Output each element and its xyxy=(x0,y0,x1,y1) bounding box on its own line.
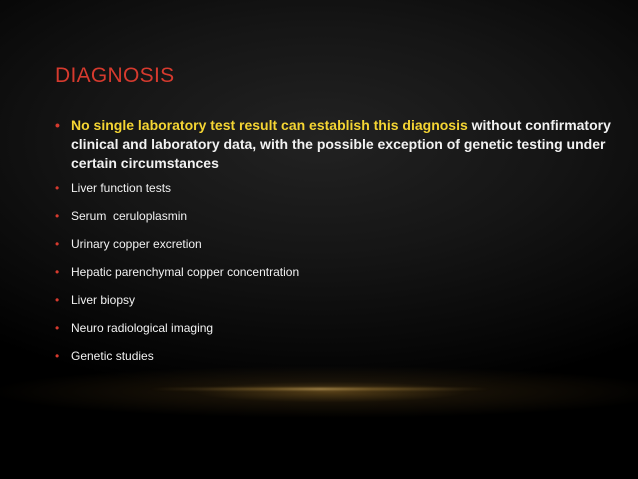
bullet-list xyxy=(52,116,612,377)
bullet-icon: • xyxy=(55,181,60,195)
list-item xyxy=(52,265,612,280)
bullet-icon: • xyxy=(55,209,60,223)
list-item xyxy=(52,321,612,336)
list-item-text: Hepatic parenchymal copper concentration xyxy=(71,265,300,279)
bullet-icon: • xyxy=(55,237,60,251)
list-item xyxy=(52,349,612,364)
list-item xyxy=(52,181,612,196)
slide-title: DIAGNOSIS xyxy=(55,64,175,87)
list-item-text: Serum ceruloplasmin xyxy=(71,209,188,223)
bullet-icon: • xyxy=(55,265,60,279)
bullet-icon: • xyxy=(55,349,60,363)
highlight-text: No single laboratory test result can establish this diagnosis xyxy=(71,117,468,133)
bullet-icon: • xyxy=(55,321,60,335)
list-item xyxy=(52,293,612,308)
list-item-text: Urinary copper excretion xyxy=(71,237,202,251)
bullet-main xyxy=(52,116,612,173)
list-item xyxy=(52,237,612,252)
decorative-glow-line xyxy=(150,388,490,390)
list-item xyxy=(52,209,612,224)
list-item-text: Liver function tests xyxy=(71,181,172,195)
list-item-text: Genetic studies xyxy=(71,349,154,363)
list-item-text: Liver biopsy xyxy=(71,293,136,307)
bullet-icon: • xyxy=(55,293,60,307)
list-item-text: Neuro radiological imaging xyxy=(71,321,214,335)
bullet-icon: • xyxy=(55,117,60,133)
main-point-text: without confirmatory clinical and laboratory data, with the possible exception of genetic testing under certain circumstances xyxy=(71,117,611,171)
